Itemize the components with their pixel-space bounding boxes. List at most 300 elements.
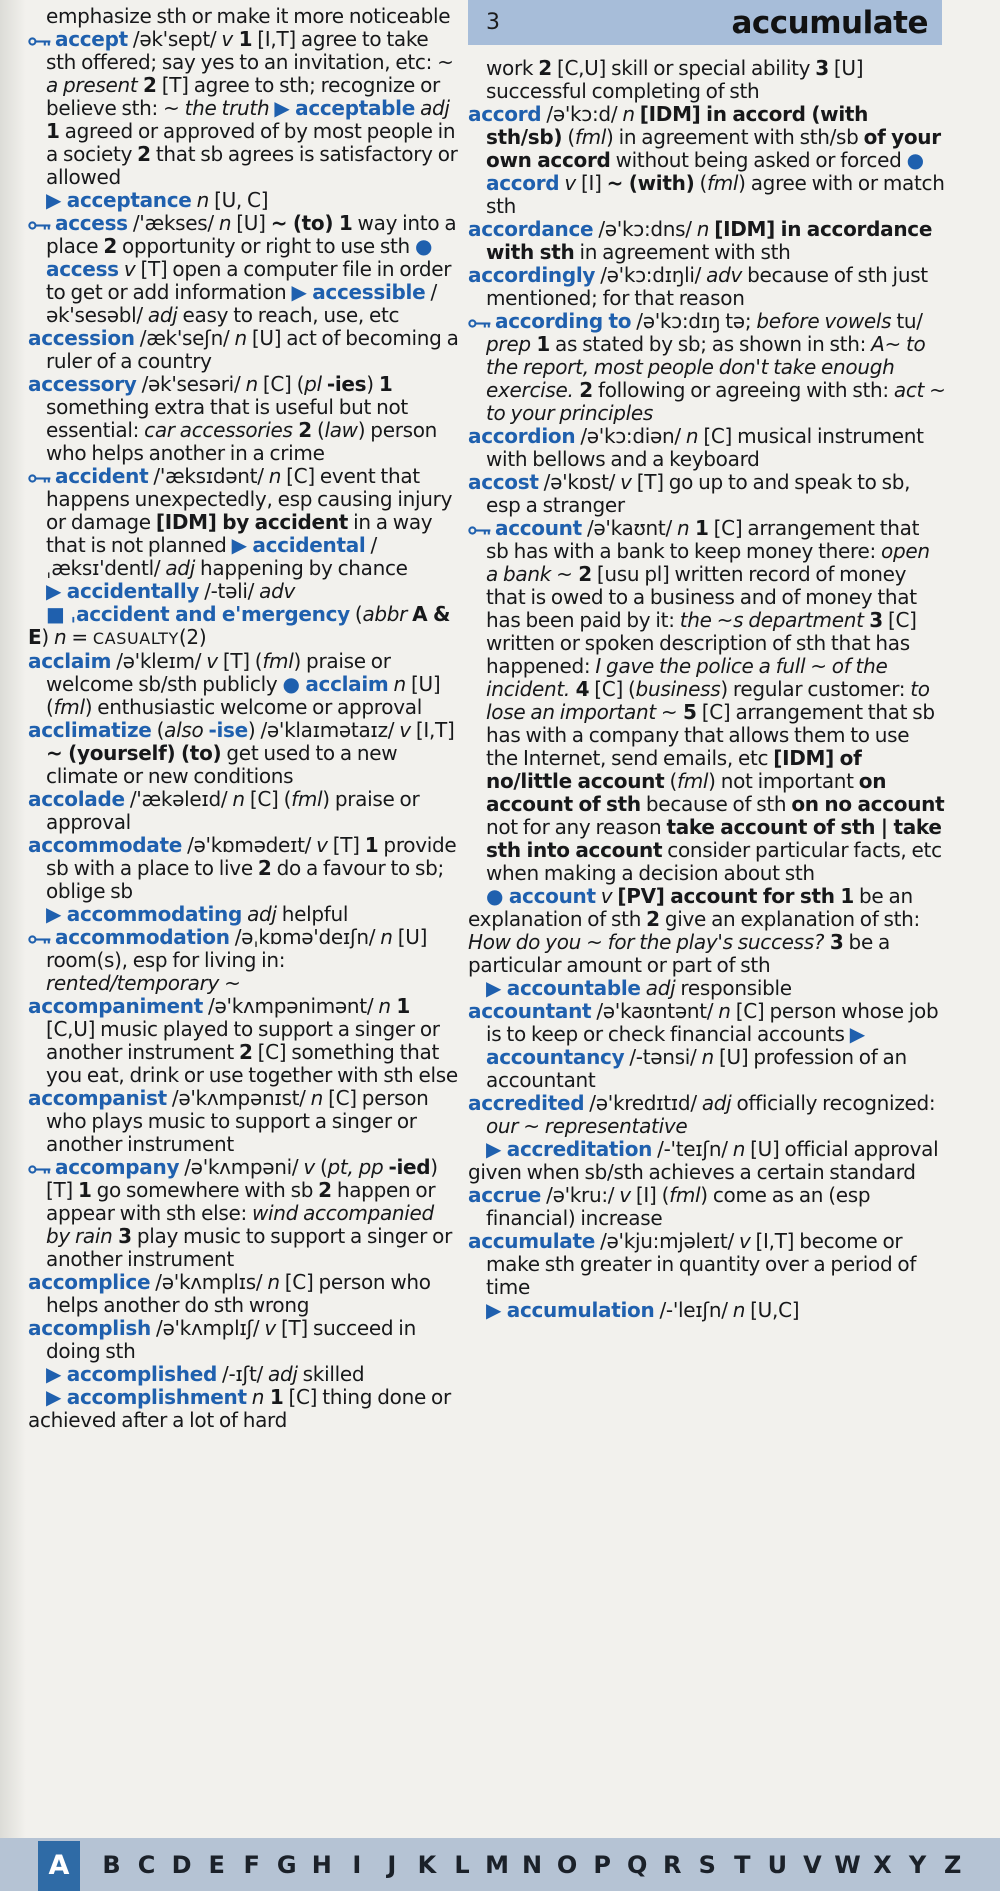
definition-text: [C] musical instrument with bellows and a keyboard — [486, 424, 924, 471]
italic-text: adv — [706, 263, 743, 287]
definition-text: [U,C] — [745, 1298, 800, 1322]
guide-word: accumulate — [731, 4, 928, 41]
definition-text: [U] room(s), esp for living in: — [46, 925, 428, 972]
definition-text: ) — [41, 625, 54, 649]
alphabet-letter-k: K — [417, 1850, 437, 1879]
definition-text: [T] ( — [217, 649, 263, 673]
dictionary-entry — [468, 517, 946, 885]
italic-text: open a bank ~ — [486, 539, 930, 586]
definition-text: [C] thing done or achieved after a lot of hard — [28, 1385, 451, 1432]
headword: accompanist — [28, 1086, 167, 1110]
bold-text: 2 — [257, 856, 272, 880]
definition-text: ) praise or welcome sb/sth publicly — [46, 649, 391, 696]
bold-text: 1 — [530, 332, 550, 356]
definition-text: happen or appear with sth else: — [46, 1178, 436, 1225]
dictionary-entry — [28, 212, 462, 327]
headword: account — [495, 516, 582, 540]
definition-text: /ə'kʌmpəni/ — [179, 1155, 304, 1179]
oxford-key-icon — [28, 925, 55, 949]
bold-text: take account of sth | take sth into account — [486, 815, 942, 862]
italic-text: v — [316, 833, 328, 857]
headword: accomplice — [28, 1270, 151, 1294]
italic-text: wind accompanied by rain — [46, 1201, 434, 1248]
definition-text: /ə'kʌmplɪʃ/ — [150, 1316, 265, 1340]
alphabet-letter-o: O — [556, 1850, 578, 1879]
definition-text: /'ækses/ — [127, 211, 219, 235]
dictionary-entry — [468, 425, 946, 471]
italic-text: How do you ~ for the play's success? — [468, 930, 825, 954]
headword: accommodating — [66, 902, 243, 926]
definition-text: [C] person who plays music to support a singer or another instrument — [46, 1086, 429, 1156]
bold-text: [PV] account for sth 1 — [617, 884, 854, 908]
italic-text: v — [221, 27, 233, 51]
bold-text: 4 — [569, 677, 590, 701]
italic-text: fml — [262, 649, 294, 673]
entry-continuation — [28, 5, 462, 28]
italic-text: abbr — [362, 602, 408, 626]
headword: access — [55, 211, 128, 235]
definition-text: [I,T] — [410, 718, 455, 742]
italic-text: n — [685, 424, 699, 448]
bold-text: 1 — [77, 1178, 92, 1202]
definition-text: agreed or approved of by most people in a society — [46, 119, 456, 166]
definition-text: /ək'sesəbl/ — [46, 280, 437, 327]
definition-text: consider particular facts, etc when making a decision about sth — [486, 838, 942, 885]
definition-text: ) enthusiastic welcome or approval — [84, 695, 422, 719]
definition-text: ) regular customer: — [720, 677, 911, 701]
alphabet-letter-z: Z — [943, 1850, 962, 1879]
definition-text: /ə'kʌmpənimənt/ — [203, 994, 379, 1018]
bold-text: 1 — [46, 119, 60, 143]
bold-text: ~ (to) 1 — [270, 211, 353, 235]
definition-text: [C] written or spoken description of sth that has happened: — [486, 608, 917, 678]
headword: accountable — [506, 976, 641, 1000]
dictionary-entry — [28, 28, 462, 189]
italic-text: A~ to the report, most people don't take enough exercise. — [486, 332, 926, 402]
italic-text: fml — [291, 787, 323, 811]
definition-text: in a way that is not planned — [46, 510, 433, 557]
italic-text: n — [676, 516, 690, 540]
alphabet-letter-b: B — [102, 1850, 121, 1879]
bold-text: 2 — [573, 378, 593, 402]
definition-text: /ə'kɔ:dɪŋ tə; — [631, 309, 757, 333]
italic-text: n — [196, 188, 210, 212]
oxford-key-icon — [28, 1155, 55, 1179]
definition-text: /ə'kleɪm/ — [111, 649, 207, 673]
alphabet-letter-r: R — [663, 1850, 682, 1879]
bold-text: 1 — [378, 372, 393, 396]
headword: accident — [55, 464, 149, 488]
italic-text: n — [218, 211, 232, 235]
marker-symbol: ▶ — [486, 1137, 507, 1161]
definition-text: provide sb with a place to live — [46, 833, 457, 880]
marker-symbol: ▶ — [274, 96, 296, 120]
definition-text: [C] ( — [257, 372, 305, 396]
definition-text: [U] official approval given when sb/sth achieves a certain standard — [468, 1137, 939, 1184]
definition-text: /ə'kaʊntənt/ — [591, 999, 719, 1023]
definition-text: [U, C] — [209, 188, 269, 212]
alphabet-letter-w: W — [834, 1850, 861, 1879]
marker-symbol: ● — [486, 884, 509, 908]
definition-text: [C] ( — [244, 787, 292, 811]
derivative-line — [468, 977, 946, 1000]
bold-text: [IDM] by accident — [155, 510, 349, 534]
dictionary-entry — [28, 788, 462, 834]
definition-text: that sb agrees is satisfactory or allowed — [46, 142, 458, 189]
definition-text: (2) — [178, 625, 207, 649]
headword: accumulation — [506, 1298, 655, 1322]
headword: acclaim — [28, 649, 112, 673]
italic-text: also — [164, 718, 204, 742]
definition-text: not for any reason — [486, 815, 667, 839]
dictionary-entry — [468, 1000, 946, 1092]
dictionary-entry — [468, 103, 946, 218]
alphabet-letter-q: Q — [627, 1850, 648, 1879]
alphabet-letter-c: C — [137, 1850, 156, 1879]
definition-text: ( — [562, 125, 575, 149]
italic-text: car accessories — [144, 418, 293, 442]
left-column — [28, 5, 462, 1829]
definition-text: /'æksɪdənt/ — [148, 464, 269, 488]
alphabet-letter-l: L — [454, 1850, 470, 1879]
definition-text: play music to support a singer or another instrument — [46, 1224, 453, 1271]
bold-text: 1 — [232, 27, 253, 51]
bold-text: 2 — [238, 1040, 253, 1064]
definition-text: opportunity or right to use sth — [117, 234, 415, 258]
definition-text: responsible — [675, 976, 792, 1000]
italic-text: v — [399, 718, 411, 742]
italic-text: adj — [415, 96, 450, 120]
italic-text: I gave the police a full ~ of the incident. — [486, 654, 888, 701]
definition-text: [I,T] become or make sth greater in quantity over a period of time — [486, 1229, 917, 1299]
italic-text: v — [619, 1183, 631, 1207]
bold-text: 1 — [689, 516, 709, 540]
headword: access — [46, 257, 119, 281]
dictionary-entry — [28, 465, 462, 580]
italic-text: v — [206, 649, 218, 673]
definition-text: [U] act of becoming a ruler of a country — [46, 326, 459, 373]
bold-text: [IDM] in accord (with sth/sb) — [486, 102, 869, 149]
definition-text: /ək'sept/ — [127, 27, 222, 51]
definition-text: ) person who helps another in a crime — [46, 418, 438, 465]
alphabet-letter-u: U — [767, 1850, 788, 1879]
italic-text: n — [310, 1086, 324, 1110]
bold-text: ~ (with) — [606, 171, 695, 195]
definition-text: ) come as an (esp financial) increase — [486, 1183, 871, 1230]
derivative-line — [28, 1386, 462, 1432]
dictionary-entry — [28, 926, 462, 995]
definition-text: /ə'kɔ:d/ — [541, 102, 623, 126]
bold-text: 2 — [318, 1178, 332, 1202]
bold-text: 3 — [112, 1224, 132, 1248]
dictionary-entry — [468, 218, 946, 264]
italic-text: fml — [53, 695, 85, 719]
headword: accomplished — [66, 1362, 217, 1386]
headword: acclimatize — [28, 718, 152, 742]
dictionary-entry — [28, 1087, 462, 1156]
headword: accost — [468, 470, 539, 494]
derivative-line — [468, 885, 946, 977]
definition-text: be an explanation of sth — [468, 884, 913, 931]
dictionary-entry — [468, 310, 946, 425]
bold-text: 3 — [863, 608, 883, 632]
alphabet-index-bar — [0, 1838, 1000, 1891]
headword: according to — [495, 309, 632, 333]
definition-text: [T] agree to sth; recognize or believe sth: ~ — [46, 73, 440, 120]
italic-text: pt, pp — [327, 1155, 384, 1179]
definition-text: /ə'kɔ:dɪŋli/ — [595, 263, 707, 287]
dictionary-entry — [468, 471, 946, 517]
dictionary-entry — [28, 995, 462, 1087]
marker-symbol: ▶ — [46, 902, 67, 926]
italic-text: n — [380, 925, 393, 949]
bold-text: 1 — [390, 994, 411, 1018]
italic-text: before vowels — [756, 309, 892, 333]
headword: accidentally — [66, 579, 200, 603]
bold-text: [IDM] in accordance with sth — [486, 217, 933, 264]
bold-text: -ies — [326, 372, 367, 396]
right-column — [468, 57, 946, 1833]
marker-symbol: ▶ — [46, 1385, 67, 1409]
headword: accord — [468, 102, 542, 126]
oxford-key-icon — [468, 309, 495, 333]
definition-text: /ə'kɒst/ — [538, 470, 621, 494]
italic-text: adj — [645, 976, 676, 1000]
italic-text: a present — [46, 73, 138, 97]
italic-text: n — [718, 999, 731, 1023]
alphabet-letter-g: G — [276, 1850, 297, 1879]
definition-text: ( — [664, 769, 677, 793]
bold-text: 2 — [103, 234, 117, 258]
definition-text: /əˌkɒmə'deɪʃn/ — [229, 925, 381, 949]
oxford-key-icon — [468, 516, 495, 540]
alphabet-letter-n: N — [522, 1850, 543, 1879]
italic-text: n — [732, 1137, 746, 1161]
definition-text: ) — [366, 372, 379, 396]
derivative-line — [28, 189, 462, 212]
definition-text: in agreement with sth — [574, 240, 791, 264]
bold-text: 3 — [815, 57, 829, 80]
headword: acceptance — [66, 188, 192, 212]
alphabet-letter-s: S — [698, 1850, 716, 1879]
headword: acceptable — [295, 96, 416, 120]
definition-text: /ə'kʌmplɪs/ — [150, 1270, 268, 1294]
page-gutter-shading — [0, 0, 26, 1891]
headword: accord — [486, 171, 560, 195]
definition-text: because of sth just mentioned; for that reason — [486, 263, 928, 310]
definition-text: ( — [349, 602, 363, 626]
bold-text: 2 — [137, 142, 151, 166]
headword: accountant — [468, 999, 592, 1023]
definition-text: without being asked or forced — [610, 148, 907, 172]
derivative-line — [468, 1299, 946, 1322]
dictionary-entry — [468, 264, 946, 310]
definition-text: ) praise or approval — [46, 787, 420, 834]
definition-text: [U] — [231, 211, 271, 235]
headword: accordingly — [468, 263, 596, 287]
italic-text: adj — [247, 902, 277, 926]
bold-text: 2 — [137, 73, 157, 97]
alphabet-letter-d: D — [171, 1850, 192, 1879]
headword: accredited — [468, 1091, 585, 1115]
alphabet-letter-e: E — [208, 1850, 225, 1879]
headword: accrue — [468, 1183, 542, 1207]
headword: accept — [55, 27, 128, 51]
dictionary-entry — [28, 834, 462, 903]
italic-text: the ~s department — [679, 608, 864, 632]
definition-text: [C] arrangement that sb has with a bank to keep money there: — [486, 516, 920, 563]
definition-text: ( — [314, 1155, 328, 1179]
dictionary-entry — [468, 1230, 946, 1299]
bold-text: 2 — [572, 562, 592, 586]
definition-text: [usu pl] written record of money that is owed to a business and of money that has been paid by it: — [486, 562, 917, 632]
dictionary-entry — [28, 719, 462, 788]
definition-text: because of sth — [640, 792, 792, 816]
definition-text: [T] open a computer file in order to get or add information — [46, 257, 452, 304]
definition-text: /ˌæksɪ'dentl/ — [46, 533, 377, 580]
definition-text: /ək'sesəri/ — [136, 372, 246, 396]
dictionary-entry — [28, 1156, 462, 1271]
italic-text: n — [232, 787, 245, 811]
headword: -ise — [208, 718, 248, 742]
alphabet-letter-j: J — [387, 1850, 397, 1879]
page-header-bar — [468, 0, 942, 45]
headword: account — [508, 884, 596, 908]
dictionary-entry — [28, 1271, 462, 1317]
italic-text: n — [251, 1385, 265, 1409]
definition-text: skilled — [297, 1362, 365, 1386]
marker-symbol: ■ — [46, 602, 71, 626]
italic-text: n — [622, 102, 635, 126]
definition-text: helpful — [276, 902, 349, 926]
italic-text: the truth — [184, 96, 275, 120]
definition-text: happening by chance — [194, 556, 408, 580]
italic-text: n — [701, 1045, 714, 1069]
alphabet-letter-a: A — [38, 1841, 80, 1891]
italic-text: adj — [268, 1362, 298, 1386]
oxford-key-icon — [28, 464, 55, 488]
definition-text: ) /ə'klaɪmətaɪz/ — [247, 718, 400, 742]
derivative-line — [28, 903, 462, 926]
marker-symbol: ● — [414, 234, 433, 258]
definition-text: /ə'kaʊnt/ — [581, 516, 677, 540]
oxford-key-icon — [28, 211, 55, 235]
marker-symbol: ▶ — [46, 188, 67, 212]
bold-text: on account of sth — [486, 769, 887, 816]
definition-text: [C] arrangement that sb has with a company that allows them to use the Internet, send emails, etc — [486, 700, 935, 770]
bold-text: on no account — [791, 792, 945, 816]
italic-text: prep — [486, 332, 531, 356]
definition-text: [C] person whose job is to keep or check financial accounts — [486, 999, 939, 1046]
italic-text: fml — [706, 171, 739, 195]
bold-text: A & E — [28, 602, 451, 649]
definition-text: /-'teɪʃn/ — [652, 1137, 733, 1161]
headword: accumulate — [468, 1229, 596, 1253]
italic-text: fml — [669, 1183, 701, 1207]
definition-text: [C] event that happens unexpectedly, esp causing injury or damage — [46, 464, 453, 534]
definition-text: ) [T] — [46, 1155, 438, 1202]
headword: accreditation — [506, 1137, 653, 1161]
italic-text: n — [378, 994, 391, 1018]
italic-text: fml — [676, 769, 709, 793]
headword: ˌaccident and e'mergency — [70, 602, 350, 626]
definition-text: [T] — [327, 833, 365, 857]
definition-text: ) in agreement with sth/sb — [606, 125, 864, 149]
definition-text: work — [486, 57, 539, 80]
definition-text: [U] successful completing of sth — [486, 57, 864, 103]
marker-symbol: ● — [906, 148, 924, 172]
definition-text: /ə'kɒmədeɪt/ — [182, 833, 317, 857]
italic-text: v — [264, 1316, 276, 1340]
italic-text: v — [600, 884, 613, 908]
headword: accompany — [55, 1155, 180, 1179]
definition-text: /-'leɪʃn/ — [654, 1298, 733, 1322]
marker-symbol: ▶ — [486, 976, 507, 1000]
definition-text: [I,T] agree to take sth offered; say yes to an invitation, etc: ~ — [46, 27, 454, 74]
definition-text: /'ækəleɪd/ — [124, 787, 233, 811]
definition-text: give an explanation of sth: — [659, 907, 920, 931]
headword: accordance — [468, 217, 594, 241]
alphabet-letter-p: P — [593, 1850, 611, 1879]
italic-text: adj — [165, 556, 195, 580]
definition-text: emphasize sth or make it more noticeable — [46, 5, 451, 28]
definition-text: easy to reach, use, etc — [177, 303, 400, 327]
definition-text: [U] profession of an accountant — [486, 1045, 907, 1092]
definition-text: [C,U] skill or special ability — [551, 57, 816, 80]
bold-text: [IDM] of no/little account — [486, 746, 862, 793]
headword: accomplishment — [66, 1385, 247, 1409]
italic-text: adv — [259, 579, 295, 603]
headword: accession — [28, 326, 135, 350]
alphabet-letter-h: H — [311, 1850, 332, 1879]
bold-text: 5 — [677, 700, 697, 724]
definition-text: = — [66, 625, 93, 649]
marker-symbol: ● — [282, 672, 306, 696]
definition-text: ( — [151, 718, 165, 742]
italic-text: adj — [701, 1091, 732, 1115]
bold-text: 1 — [264, 1385, 284, 1409]
marker-symbol: ▶ — [291, 280, 313, 304]
entry-continuation — [468, 57, 946, 103]
definition-text: /æk'seʃn/ — [134, 326, 235, 350]
italic-text: law — [324, 418, 358, 442]
page-number: 3 — [486, 10, 500, 35]
definition-text: /ə'kju:mjəleɪt/ — [595, 1229, 739, 1253]
dictionary-entry — [28, 650, 462, 719]
dictionary-entry — [468, 1184, 946, 1230]
bold-text: 3 — [824, 930, 844, 954]
definition-text: something extra that is useful but not essential: — [46, 395, 408, 442]
headword: accordion — [468, 424, 576, 448]
definition-text: /-tənsi/ — [624, 1045, 702, 1069]
headword: accompaniment — [28, 994, 203, 1018]
alphabet-letter-f: F — [243, 1850, 260, 1879]
headword: accountancy — [486, 1045, 625, 1069]
definition-text: way into a place — [46, 211, 457, 258]
alphabet-letter-x: X — [873, 1850, 892, 1879]
definition-text: ) not important — [708, 769, 859, 793]
marker-symbol: ▶ — [231, 533, 253, 557]
italic-text: our ~ representative — [486, 1114, 688, 1138]
italic-text: business — [635, 677, 721, 701]
italic-text: pl — [304, 372, 322, 396]
dictionary-entry — [28, 327, 462, 373]
definition-text: /-ɪʃt/ — [217, 1362, 269, 1386]
definition-text: officially recognized: — [731, 1091, 936, 1115]
definition-text: /ə'kru:/ — [541, 1183, 620, 1207]
definition-text: ( — [694, 171, 707, 195]
definition-text: tu/ — [891, 309, 923, 333]
